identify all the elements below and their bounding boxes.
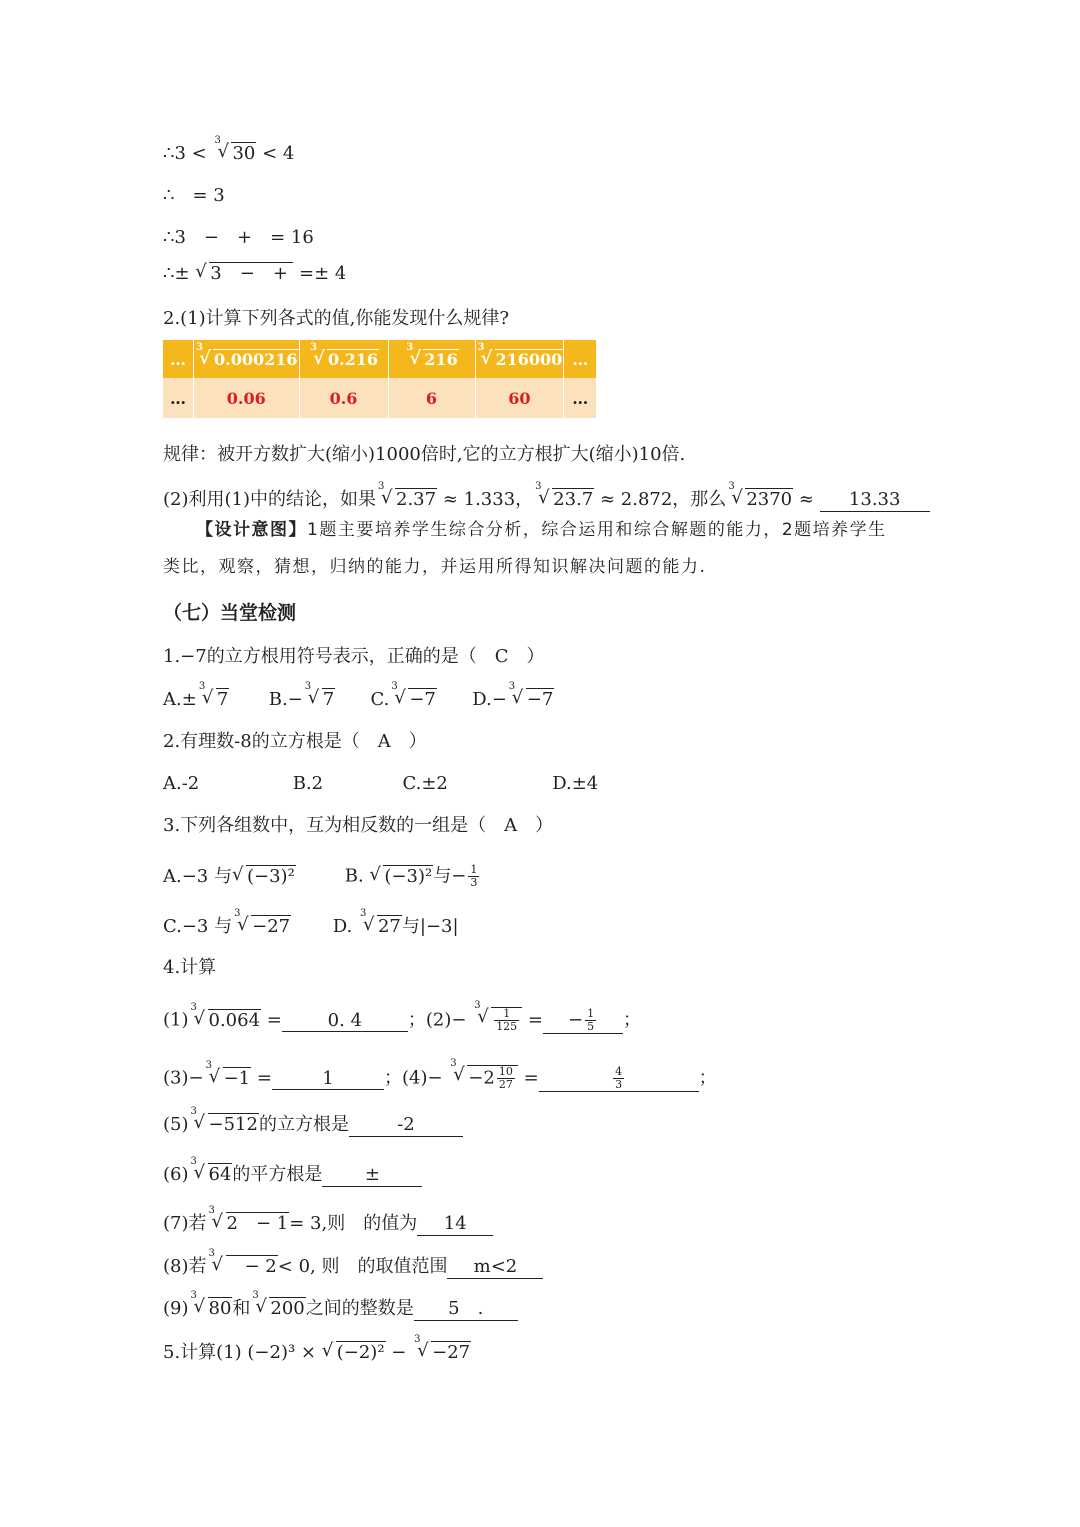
design-intent-line-2: 类比，观察，猜想，归纳的能力，并运用所得知识解决问题的能力. (163, 557, 707, 577)
option-c: C.−3 与 3 √ −27 (163, 915, 327, 938)
answer-blank: $\frac{4}{3}$ (539, 1066, 699, 1092)
option-c: C.±2 (402, 773, 448, 794)
cube-root-table (163, 340, 597, 418)
design-intent-line-1: 【设计意图】1题主要培养学生综合分析，综合运用和综合解题的能力，2题培养学生 (196, 520, 887, 540)
q4-part-6: (6) 3 √ 64的平方根是 ± (163, 1163, 422, 1187)
answer-blank: 0. 4 (282, 1010, 408, 1033)
q4-part-5: (5) 3 √ −512的立方根是 -2 (163, 1113, 463, 1137)
check-question-2-options (163, 773, 598, 795)
table-cell: … (564, 340, 597, 378)
table-cell: … (163, 340, 194, 378)
check-question-1-options (163, 681, 554, 711)
q4-part-9: (9) 3 √ 80和 3 √ 200之间的整数是 5 . (163, 1297, 518, 1321)
table-cell: 3 √ 216 (388, 340, 475, 378)
option-d: D.±4 (552, 773, 599, 794)
check-question-3: 3.下列各组数中，互为相反数的一组是（ A ） (163, 815, 554, 836)
option-a: A.± 3 √ 7 (163, 688, 263, 711)
table-row (163, 340, 597, 378)
table-row (163, 378, 597, 418)
table-cell: 3 √ 216000 (475, 340, 564, 378)
q4-part-8: (8)若 3 √ − 2< 0, 则 的取值范围 m<2 (163, 1255, 543, 1279)
question-2-part-2: (2)利用(1)中的结论，如果 3 √ 2.37 ≈ 1.333， 3 √ 23.7 ≈ 2.872，那么 3 √ 2370 ≈ 13.33 (163, 488, 930, 512)
answer-blank: − $\frac{1}{5}$ (543, 1008, 623, 1034)
table-cell: … (564, 378, 597, 418)
table-cell: … (163, 378, 194, 418)
check-question-2: 2.有理数-8的立方根是（ A ） (163, 731, 427, 752)
question-2-title: 2.(1)计算下列各式的值,你能发现什么规律? (163, 308, 510, 329)
check-question-3-options-cd (163, 908, 459, 938)
option-b: B.− 3 √ 7 (269, 688, 365, 711)
answer-blank: 13.33 (820, 489, 930, 512)
cube-root: 3 √ 30 (214, 142, 256, 165)
derivation-line-3: ∴3 − + = 16 (163, 227, 314, 248)
table-cell: 0.06 (194, 378, 300, 418)
option-a: A.-2 (163, 773, 200, 794)
option-b: B.2 (292, 773, 324, 794)
option-b: B. √ (−3)²与− $\frac{1}{3}$ (345, 864, 482, 889)
option-d: D.− 3 √ −7 (472, 688, 554, 711)
check-question-3-options-ab (163, 864, 481, 889)
table-cell: 60 (475, 378, 564, 418)
table-cell: 3 √ 0.216 (299, 340, 388, 378)
square-root: √ 3 − + (195, 262, 293, 285)
answer-blank: m<2 (447, 1256, 543, 1279)
answer-blank: 1 (272, 1068, 384, 1091)
derivation-line-1: ∴3 < 3 √ 30 < 4 (163, 142, 294, 165)
q4-part-7: (7)若 3 √ 2 − 1= 3,则 的值为 14 (163, 1212, 493, 1236)
section-title: （七）当堂检测 (163, 602, 297, 624)
option-a: A.−3 与 √ (−3)² (163, 865, 339, 888)
answer-blank: -2 (349, 1114, 463, 1137)
table-cell: 3 √ 0.000216 (194, 340, 300, 378)
derivation-line-2: ∴ = 3 (163, 185, 225, 206)
derivation-line-4: ∴± √ 3 − + =± 4 (163, 262, 346, 285)
check-question-4: 4.计算 (163, 957, 217, 978)
option-d: D. 3 √ 27与|−3| (333, 915, 459, 938)
table-cell: 0.6 (299, 378, 388, 418)
q4-part-1-2: (1) 3 √ 0.064 = 0. 4 ；(2)− 3 √ $\frac{1}{125}$ = − $\frac{1}{5}$ ； (163, 1007, 641, 1034)
check-question-1: 1.−7的立方根用符号表示，正确的是（ C ） (163, 646, 545, 667)
answer-blank: 14 (417, 1213, 493, 1236)
rule-text: 规律：被开方数扩大(缩小)1000倍时,它的立方根扩大(缩小)10倍. (163, 444, 686, 465)
answer-blank: 5 . (414, 1298, 518, 1321)
option-c: C. 3 √ −7 (370, 688, 466, 711)
table-cell: 6 (388, 378, 475, 418)
q4-part-3-4: (3)− 3 √ −1 = 1 ；(4)− 3 √ −2 $\frac{10}{27}$ = $\frac{4}{3}$ ； (163, 1065, 717, 1092)
check-question-5: 5.计算(1) (−2)³ × √ (−2)² − 3 √ −27 (163, 1341, 471, 1364)
answer-blank: ± (322, 1164, 422, 1187)
